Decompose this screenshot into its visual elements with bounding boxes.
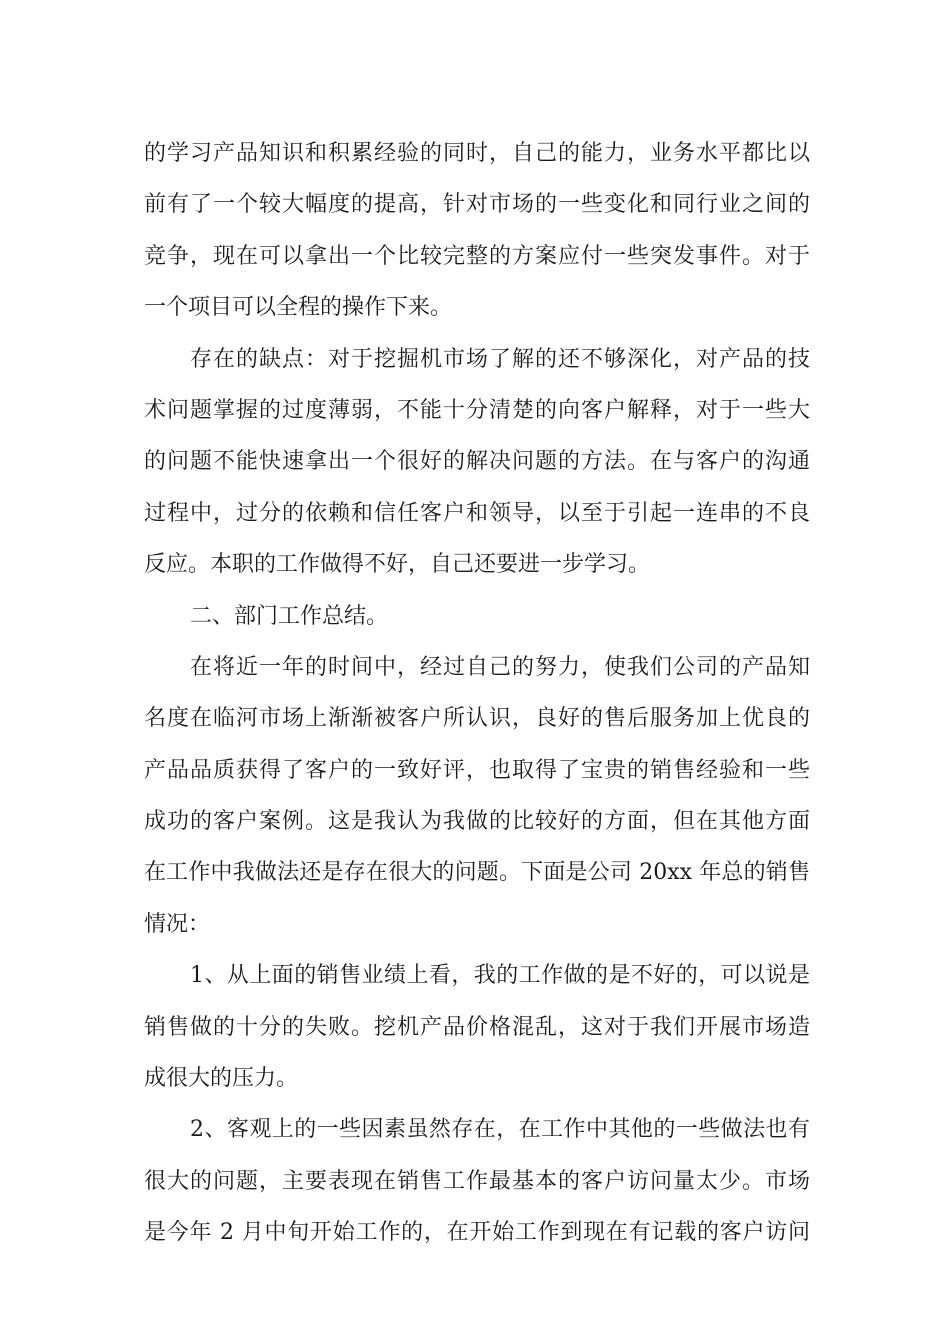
document-body: [144, 128, 810, 1259]
text-line: 过程中，过分的依赖和信任客户和领导，以至于引起一连串的不良: [144, 500, 810, 526]
text-line: 反应。本职的工作做得不好，自己还要进一步学习。: [144, 552, 651, 578]
text-line: 竞争，现在可以拿出一个比较完整的方案应付一些突发事件。对于: [144, 243, 810, 269]
text-line: 术问题掌握的过度薄弱，不能十分清楚的向客户解释，对于一些大: [144, 397, 810, 423]
text-line: 二、部门工作总结。: [190, 603, 389, 629]
text-line: 一个项目可以全程的操作下来。: [144, 295, 453, 321]
text-line: 1、从上面的销售业绩上看，我的工作做的是不好的，可以说是: [190, 963, 810, 989]
text-line: 2、客观上的一些因素虽然存在，在工作中其他的一些做法也有: [190, 1117, 810, 1143]
text-line: 的学习产品知识和积累经验的同时，自己的能力，业务水平都比以: [144, 141, 810, 166]
text-line: 成功的客户案例。这是我认为我做的比较好的方面，但在其他方面: [144, 809, 810, 835]
text-line: 是今年 2 月中旬开始工作的，在开始工作到现在有记载的客户访问: [144, 1220, 810, 1246]
text-line: 在将近一年的时间中，经过自己的努力，使我们公司的产品知: [190, 654, 810, 680]
text-line: 的问题不能快速拿出一个很好的解决问题的方法。在与客户的沟通: [144, 449, 810, 475]
text-line: 在工作中我做法还是存在很大的问题。下面是公司 20xx 年总的销售: [144, 860, 810, 886]
text-line: 很大的问题，主要表现在销售工作最基本的客户访问量太少。市场: [144, 1168, 810, 1194]
text-line: 存在的缺点：对于挖掘机市场了解的还不够深化，对产品的技: [190, 346, 810, 372]
text-line: 销售做的十分的失败。挖机产品价格混乱，这对于我们开展市场造: [144, 1014, 810, 1040]
text-line: 名度在临河市场上渐渐被客户所认识，良好的售后服务加上优良的: [144, 706, 810, 732]
text-line: 产品品质获得了客户的一致好评，也取得了宝贵的销售经验和一些: [144, 757, 810, 783]
text-line: 成很大的压力。: [144, 1066, 299, 1092]
text-line: 前有了一个较大幅度的提高，针对市场的一些变化和同行业之间的: [144, 192, 810, 218]
text-line: 情况：: [144, 911, 211, 937]
